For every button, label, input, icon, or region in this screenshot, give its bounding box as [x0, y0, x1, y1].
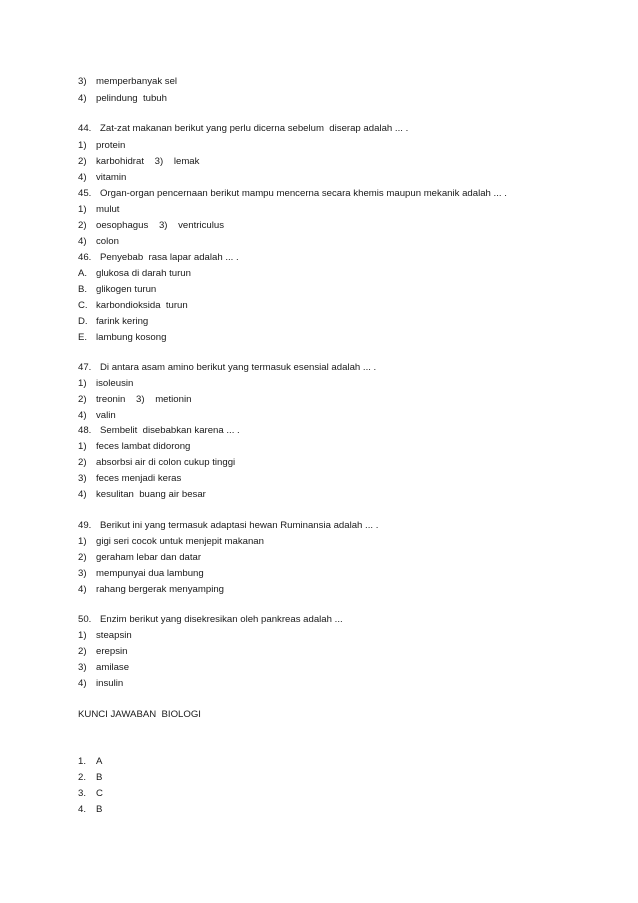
item-text: feces lambat didorong — [96, 441, 191, 452]
item-number: 2) — [78, 457, 87, 468]
item-text: pelindung tubuh — [96, 93, 167, 104]
item-text: isoleusin — [96, 378, 134, 389]
answer-line — [78, 441, 190, 453]
question-text: Enzim berikut yang disekresikan oleh pankreas adalah ... — [100, 614, 343, 625]
item-text: karbohidrat 3) lemak — [96, 156, 200, 167]
answer-line — [78, 457, 235, 469]
item-number: 1) — [78, 441, 87, 452]
item-text: absorbsi air di colon cukup tinggi — [96, 457, 236, 468]
question-number: 48. — [78, 425, 92, 436]
answer-line — [78, 316, 148, 328]
item-text: memperbanyak sel — [96, 76, 178, 87]
key-answer: B — [96, 804, 103, 815]
item-text: mempunyai dua lambung — [96, 568, 204, 579]
item-text: rahang bergerak menyamping — [96, 584, 224, 595]
answer-line — [78, 93, 167, 105]
answer-line — [78, 552, 201, 564]
item-text: oesophagus 3) ventriculus — [96, 220, 224, 231]
item-number: 1) — [78, 536, 87, 547]
key-number: 3. — [78, 788, 87, 799]
item-number: 4) — [78, 584, 87, 595]
answer-line — [78, 584, 224, 596]
item-text: gigi seri cocok untuk menjepit makanan — [96, 536, 264, 547]
question-line — [78, 188, 507, 200]
question-number: 45. — [78, 188, 92, 199]
key-answer: C — [96, 788, 103, 799]
item-text: mulut — [96, 204, 120, 215]
answer-line — [78, 332, 166, 344]
item-number: 3) — [78, 568, 87, 579]
answer-line — [78, 204, 119, 216]
item-number: 4) — [78, 93, 87, 104]
key-number: 4. — [78, 804, 87, 815]
answer-line — [78, 662, 129, 674]
question-text: Zat-zat makanan berikut yang perlu dicerna sebelum diserap adalah ... . — [100, 123, 409, 134]
question-text: Penyebab rasa lapar adalah ... . — [100, 252, 239, 263]
item-number: 2) — [78, 156, 87, 167]
item-number: 2) — [78, 394, 87, 405]
answer-line — [78, 568, 204, 580]
key-number: 2. — [78, 772, 87, 783]
item-number: 2) — [78, 552, 87, 563]
heading-text: KUNCI JAWABAN BIOLOGI — [78, 709, 201, 720]
question-line — [78, 362, 376, 374]
answer-line — [78, 220, 224, 232]
answer-line — [78, 536, 264, 548]
item-number: 4) — [78, 489, 87, 500]
answer-line — [78, 473, 181, 485]
item-number: 2) — [78, 646, 87, 657]
item-number: A. — [78, 268, 88, 279]
question-line — [78, 425, 240, 437]
item-text: insulin — [96, 678, 124, 689]
answer-line — [78, 284, 156, 296]
answer-line — [78, 678, 123, 690]
item-number: 1) — [78, 140, 87, 151]
answer-line — [78, 172, 126, 184]
question-text: Berikut ini yang termasuk adaptasi hewan Ruminansia adalah ... . — [100, 520, 379, 531]
answer-line — [78, 76, 177, 88]
item-number: C. — [78, 300, 88, 311]
question-text: Organ-organ pencernaan berikut mampu mencerna secara khemis maupun mekanik adalah ... . — [100, 188, 507, 199]
item-number: 3) — [78, 662, 87, 673]
item-text: kesulitan buang air besar — [96, 489, 206, 500]
answer-line — [78, 140, 125, 152]
item-number: 1) — [78, 204, 87, 215]
answer-line — [78, 378, 133, 390]
item-text: protein — [96, 140, 126, 151]
item-number: 4) — [78, 236, 87, 247]
question-number: 49. — [78, 520, 92, 531]
key-answer: A — [96, 756, 103, 767]
item-text: treonin 3) metionin — [96, 394, 192, 405]
answer-line — [78, 156, 199, 168]
item-number: D. — [78, 316, 88, 327]
question-line — [78, 123, 408, 135]
item-text: feces menjadi keras — [96, 473, 182, 484]
answer-line — [78, 394, 191, 406]
answer-line — [78, 410, 116, 422]
key-number: 1. — [78, 756, 87, 767]
item-text: lambung kosong — [96, 332, 167, 343]
item-text: steapsin — [96, 630, 132, 641]
question-number: 50. — [78, 614, 92, 625]
item-number: 4) — [78, 410, 87, 421]
answer-line — [78, 300, 188, 312]
item-text: valin — [96, 410, 116, 421]
key-answer: B — [96, 772, 103, 783]
item-number: 2) — [78, 220, 87, 231]
key-line — [78, 804, 102, 816]
question-line — [78, 520, 378, 532]
item-number: E. — [78, 332, 88, 343]
question-text: Sembelit disebabkan karena ... . — [100, 425, 240, 436]
item-number: 1) — [78, 378, 87, 389]
item-number: 3) — [78, 76, 87, 87]
question-number: 44. — [78, 123, 92, 134]
question-line — [78, 252, 239, 264]
item-text: glukosa di darah turun — [96, 268, 191, 279]
item-number: 1) — [78, 630, 87, 641]
answer-line — [78, 630, 132, 642]
question-number: 46. — [78, 252, 92, 263]
item-text: amilase — [96, 662, 130, 673]
item-text: karbondioksida turun — [96, 300, 188, 311]
answer-line — [78, 236, 119, 248]
key-line — [78, 788, 103, 800]
item-number: 4) — [78, 172, 87, 183]
answer-line — [78, 268, 191, 280]
question-number: 47. — [78, 362, 92, 373]
item-number: 4) — [78, 678, 87, 689]
item-number: 3) — [78, 473, 87, 484]
section-heading — [78, 709, 201, 721]
question-text: Di antara asam amino berikut yang termasuk esensial adalah ... . — [100, 362, 377, 373]
item-text: farink kering — [96, 316, 149, 327]
item-text: geraham lebar dan datar — [96, 552, 202, 563]
item-text: glikogen turun — [96, 284, 157, 295]
key-line — [78, 772, 102, 784]
key-line — [78, 756, 102, 768]
item-number: B. — [78, 284, 88, 295]
item-text: vitamin — [96, 172, 127, 183]
question-line — [78, 614, 343, 626]
item-text: colon — [96, 236, 119, 247]
item-text: erepsin — [96, 646, 128, 657]
answer-line — [78, 489, 206, 501]
answer-line — [78, 646, 127, 658]
